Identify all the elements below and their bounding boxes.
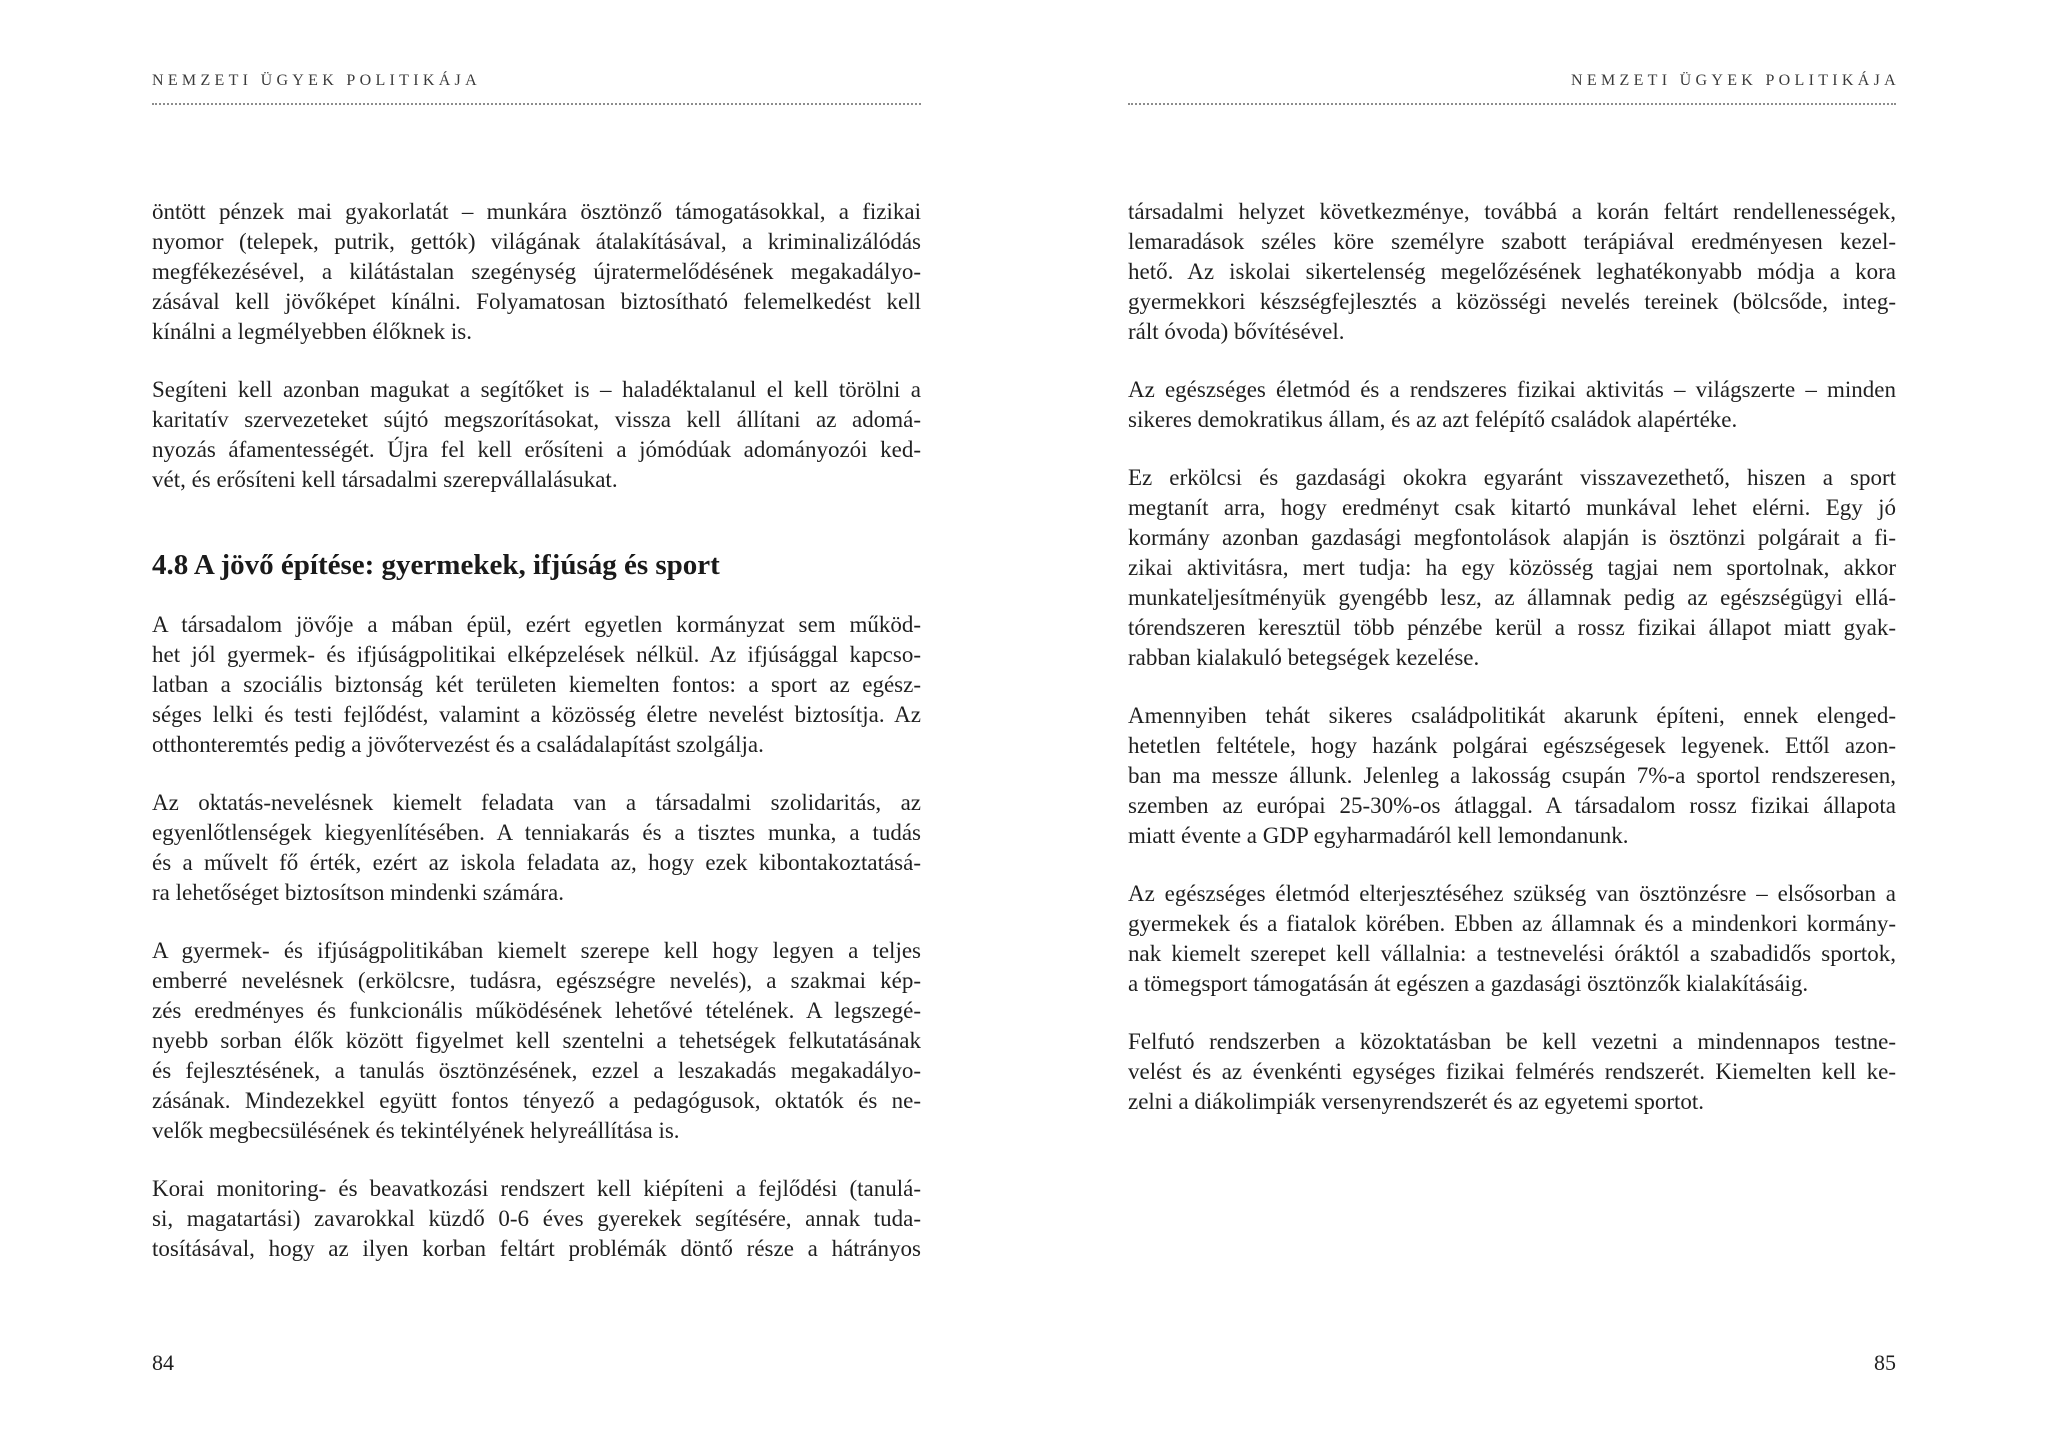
text-line: hető. Az iskolai sikertelenség megelőzésének leghatékonyabb módja a kora bbox=[1128, 259, 1896, 284]
text-line: társadalmi helyzet következménye, továbbá a korán feltárt rendellenességek, bbox=[1128, 199, 1896, 224]
text-line: Ez erkölcsi és gazdasági okokra egyaránt visszavezethető, hiszen a sport bbox=[1128, 465, 1896, 490]
paragraph-continued bbox=[152, 1174, 921, 1264]
text-line: szemben az európai 25-30%-os átlaggal. A társadalom rossz fizikai állapota bbox=[1128, 793, 1896, 818]
text-line: tosításával, hogy az ilyen korban feltárt problémák döntő része a hátrányos bbox=[152, 1236, 921, 1261]
text-line: emberré nevelésnek (erkölcsre, tudásra, egészségre nevelés), a szakmai kép- bbox=[152, 968, 921, 993]
text-line: si, magatartási) zavarokkal küzdő 0-6 éves gyerekek segítésére, annak tuda- bbox=[152, 1206, 921, 1231]
right-page bbox=[1024, 0, 2048, 1454]
text-line: nyebb sorban élők között figyelmet kell szentelni a tehetségek felkutatásának bbox=[152, 1028, 921, 1053]
text-line: sikeres demokratikus állam, és az azt felépítő családok alapértéke. bbox=[1128, 407, 1738, 432]
text-line: velők megbecsülésének és tekintélyének helyreállítása is. bbox=[152, 1118, 680, 1143]
text-line: nak kiemelt szerepet kell vállalnia: a testnevelési óráktól a szabadidős sportok, bbox=[1128, 941, 1896, 966]
paragraph bbox=[1128, 463, 1896, 673]
text-line: miatt évente a GDP egyharmadáról kell lemondanunk. bbox=[1128, 823, 1629, 848]
running-header: NEMZETI ÜGYEK POLITIKÁJA bbox=[152, 72, 481, 89]
text-column bbox=[152, 197, 921, 1292]
text-line: A társadalom jövője a mában épül, ezért egyetlen kormányzat sem működ- bbox=[152, 612, 921, 637]
text-line: otthonteremtés pedig a jövőtervezést és a családalapítást szolgálja. bbox=[152, 732, 764, 757]
paragraph bbox=[152, 936, 921, 1146]
paragraph bbox=[152, 610, 921, 760]
text-line: latban a szociális biztonság két területen kiemelten fontos: a sport az egész- bbox=[152, 672, 921, 697]
text-line: nyozás áfamentességét. Újra fel kell erősíteni a jómódúak adományozói ked- bbox=[152, 437, 921, 462]
text-column bbox=[1128, 197, 1896, 1145]
text-line: zásával kell jövőképet kínálni. Folyamatosan biztosítható felemelkedést kell bbox=[152, 289, 921, 314]
text-line: Az oktatás-nevelésnek kiemelt feladata van a társadalmi szolidaritás, az bbox=[152, 790, 921, 815]
text-line: hetetlen feltétele, hogy hazánk polgárai egészségesek legyenek. Ettől azon- bbox=[1128, 733, 1896, 758]
paragraph bbox=[1128, 701, 1896, 851]
text-line: egyenlőtlenségek kiegyenlítésében. A tenniakarás és a tisztes munka, a tudás bbox=[152, 820, 921, 845]
text-line: zés eredményes és funkcionális működésének lehetővé tételének. A legszegé- bbox=[152, 998, 921, 1023]
text-line: megfékezésével, a kilátástalan szegénység újratermelődésének megakadályo- bbox=[152, 259, 921, 284]
text-line: ra lehetőséget biztosítson mindenki számára. bbox=[152, 880, 564, 905]
header-dotted-rule bbox=[152, 103, 921, 105]
paragraph bbox=[1128, 375, 1896, 435]
text-line: vét, és erősíteni kell társadalmi szerepvállalásukat. bbox=[152, 467, 618, 492]
text-line: rabban kialakuló betegségek kezelése. bbox=[1128, 645, 1480, 670]
text-line: tórendszeren keresztül több pénzébe kerül a rossz fizikai állapot miatt gyak- bbox=[1128, 615, 1896, 640]
text-line: zásának. Mindezekkel együtt fontos tényező a pedagógusok, oktatók és ne- bbox=[152, 1088, 921, 1113]
text-line: Az egészséges életmód és a rendszeres fizikai aktivitás – világszerte – minden bbox=[1128, 377, 1896, 402]
paragraph bbox=[1128, 1027, 1896, 1117]
text-line: Segíteni kell azonban magukat a segítőket is – haladéktalanul el kell törölni a bbox=[152, 377, 921, 402]
paragraph bbox=[1128, 197, 1896, 347]
text-line: gyermekek és a fiatalok körében. Ebben az államnak és a mindenkori kormány- bbox=[1128, 911, 1896, 936]
paragraph bbox=[152, 788, 921, 908]
section-heading: 4.8 A jövő építése: gyermekek, ifjúság és sport bbox=[152, 549, 720, 581]
text-line: rált óvoda) bővítésével. bbox=[1128, 319, 1345, 344]
paragraph bbox=[1128, 879, 1896, 999]
text-line: Amennyiben tehát sikeres családpolitikát akarunk építeni, ennek elenged- bbox=[1128, 703, 1896, 728]
text-line: nyomor (telepek, putrik, gettók) világának átalakításával, a kriminalizálódás bbox=[152, 229, 921, 254]
text-line: Az egészséges életmód elterjesztéséhez szükség van ösztönzésre – elsősorban a bbox=[1128, 881, 1896, 906]
text-line: gyermekkori készségfejlesztés a közösségi nevelés tereinek (bölcsőde, integ- bbox=[1128, 289, 1896, 314]
header-dotted-rule bbox=[1128, 103, 1896, 105]
text-line: a tömegsport támogatásán át egészen a gazdasági ösztönzők kialakításáig. bbox=[1128, 971, 1809, 996]
text-line: lemaradások széles köre személyre szabott terápiával eredményesen kezel- bbox=[1128, 229, 1896, 254]
text-line: kormány azonban gazdasági megfontolások alapján is ösztönzi polgárait a fi- bbox=[1128, 525, 1896, 550]
text-line: öntött pénzek mai gyakorlatát – munkára ösztönző támogatásokkal, a fizikai bbox=[152, 199, 921, 224]
paragraph bbox=[152, 197, 921, 347]
text-line: séges lelki és testi fejlődést, valamint a közösség életre nevelést biztosítja. Az bbox=[152, 702, 921, 727]
text-line: het jól gyermek- és ifjúságpolitikai elképzelések nélkül. Az ifjúsággal kapcso- bbox=[152, 642, 921, 667]
page-number: 85 bbox=[1874, 1350, 1896, 1375]
text-line: velést és az évenkénti egységes fizikai felmérés rendszerét. Kiemelten kell ke- bbox=[1128, 1059, 1896, 1084]
running-header: NEMZETI ÜGYEK POLITIKÁJA bbox=[1571, 72, 1900, 89]
text-line: és a művelt fő érték, ezért az iskola feladata az, hogy ezek kibontakoztatásá- bbox=[152, 850, 921, 875]
text-line: munkateljesítményük gyengébb lesz, az államnak pedig az egészségügyi ellá- bbox=[1128, 585, 1896, 610]
page-number: 84 bbox=[152, 1350, 174, 1375]
text-line: Felfutó rendszerben a közoktatásban be kell vezetni a mindennapos testne- bbox=[1128, 1029, 1896, 1054]
text-line: zelni a diákolimpiák versenyrendszerét és az egyetemi sportot. bbox=[1128, 1089, 1705, 1114]
text-line: zikai aktivitásra, mert tudja: ha egy közösség tagjai nem sportolnak, akkor bbox=[1128, 555, 1896, 580]
text-line: karitatív szervezeteket sújtó megszorításokat, vissza kell állítani az adomá- bbox=[152, 407, 921, 432]
text-line: ban ma messze állunk. Jelenleg a lakosság csupán 7%-a sportol rendszeresen, bbox=[1128, 763, 1896, 788]
text-line: A gyermek- és ifjúságpolitikában kiemelt szerepe kell hogy legyen a teljes bbox=[152, 938, 921, 963]
text-line: megtanít arra, hogy eredményt csak kitartó munkával lehet elérni. Egy jó bbox=[1128, 495, 1896, 520]
text-line: Korai monitoring- és beavatkozási rendszert kell kiépíteni a fejlődési (tanulá- bbox=[152, 1176, 921, 1201]
text-line: kínálni a legmélyebben élőknek is. bbox=[152, 319, 472, 344]
paragraph bbox=[152, 375, 921, 495]
text-line: és fejlesztésének, a tanulás ösztönzésének, ezzel a leszakadás megakadályo- bbox=[152, 1058, 921, 1083]
